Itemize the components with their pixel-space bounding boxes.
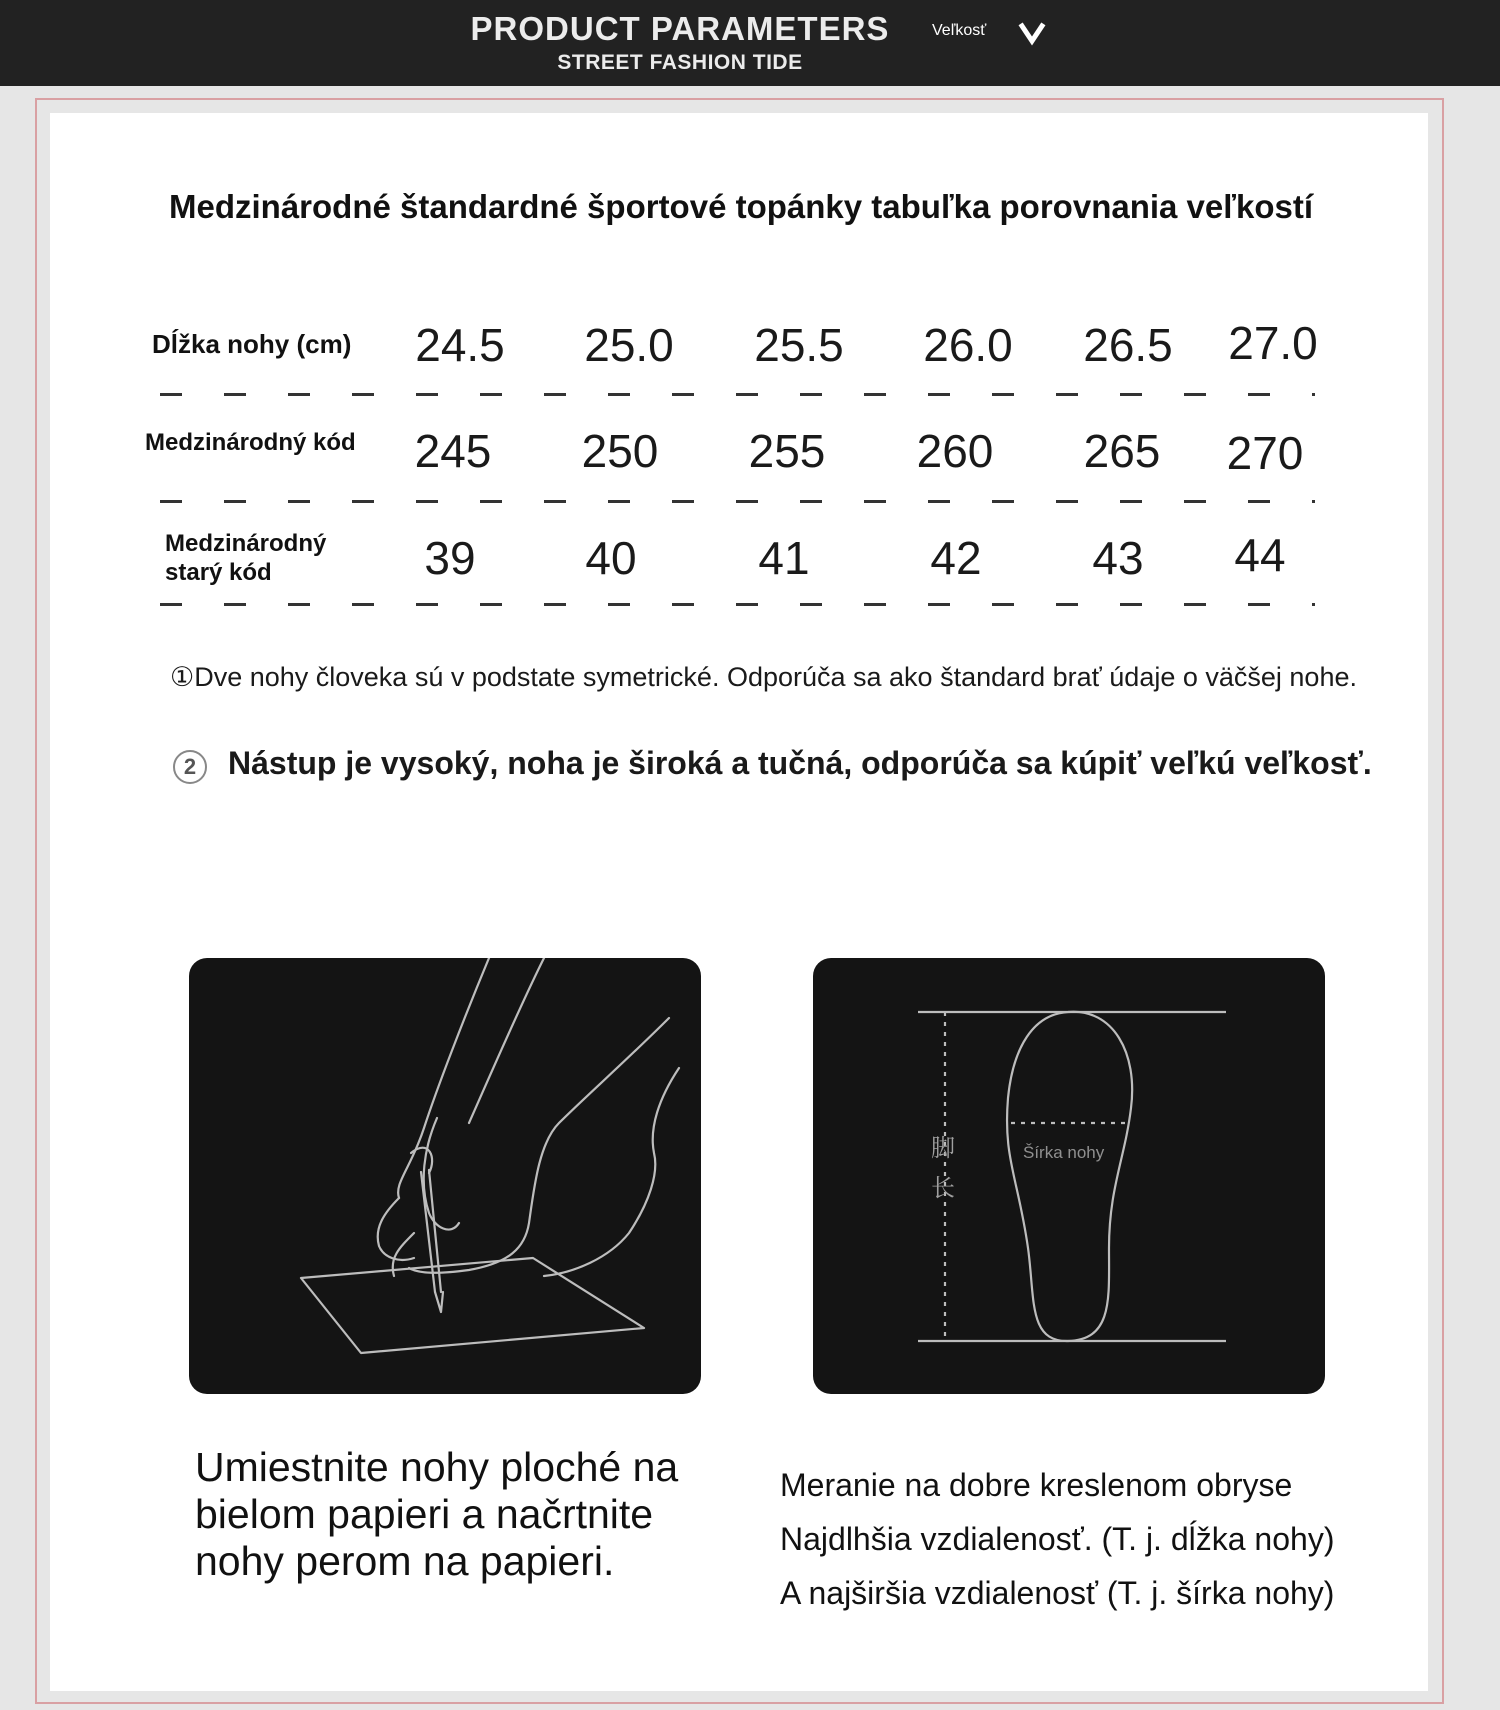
table-cell: 255 [748,425,826,477]
table-cell: 260 [916,425,994,477]
table-cell: 39 [424,532,476,584]
header-subtitle: STREET FASHION TIDE [557,51,803,74]
table-cell: 250 [581,425,659,477]
chevron-down-icon[interactable] [1017,18,1047,53]
length-label-line1: 脚 [931,1134,955,1162]
row-label-old-code-line2: starý kód [165,559,272,586]
table-cell: 26.5 [1083,319,1173,371]
size-selector-label[interactable]: Veľkosť [932,22,987,39]
caption-right-line: A najširšia vzdialenosť (T. j. šírka nohy) [780,1575,1335,1611]
width-label: Šírka nohy [1023,1143,1105,1162]
header-bar [0,0,1500,86]
caption-right-line: Meranie na dobre kreslenom obryse [780,1467,1293,1503]
caption-right [780,1458,1400,1620]
note-symmetric-feet: ①Dve nohy človeka sú v podstate symetrické. Odporúča sa ako štandard brať údaje o väčšej nohe. [170,662,1357,692]
table-cell: 25.0 [584,319,674,371]
table-cell: 25.5 [754,319,844,371]
table-cell: 42 [930,532,982,584]
caption-left [195,1444,735,1585]
note2-number-badge: 2 [173,750,207,784]
row-label-old-code-line1: Medzinárodný [165,530,327,557]
foot-tracing-illustration [189,958,701,1394]
note-high-instep: Nástup je vysoký, noha je široká a tučná, odporúča sa kúpiť veľkú veľkosť. [228,745,1372,781]
header-title: PRODUCT PARAMETERS [470,10,890,47]
row-divider [160,500,1315,503]
table-cell: 24.5 [415,319,505,371]
table-cell: 26.0 [923,319,1013,371]
caption-right-line: Najdlhšia vzdialenosť. (T. j. dĺžka nohy) [780,1521,1335,1557]
row-label-foot-length: Dĺžka nohy (cm) [152,329,352,359]
caption-left-line: nohy perom na papieri. [195,1538,615,1584]
row-divider [160,393,1315,396]
table-cell: 265 [1083,425,1161,477]
table-cell: 245 [414,425,492,477]
caption-left-line: bielom papieri a načrtnite [195,1491,654,1537]
table-cell: 40 [585,532,637,584]
length-label-line2: 长 [931,1174,955,1202]
table-cell: 43 [1092,532,1144,584]
size-chart-title: Medzinárodné štandardné športové topánky tabuľka porovnania veľkostí [169,188,1313,225]
table-cell: 270 [1226,427,1304,479]
table-cell: 44 [1234,529,1286,581]
row-label-international-code: Medzinárodný kód [145,429,356,456]
row-divider [160,603,1315,606]
foot-outline-measurement-illustration [813,958,1325,1394]
row-label-old-code [165,529,326,587]
table-cell: 27.0 [1228,317,1318,369]
table-cell: 41 [758,532,810,584]
caption-left-line: Umiestnite nohy ploché na [195,1444,679,1490]
